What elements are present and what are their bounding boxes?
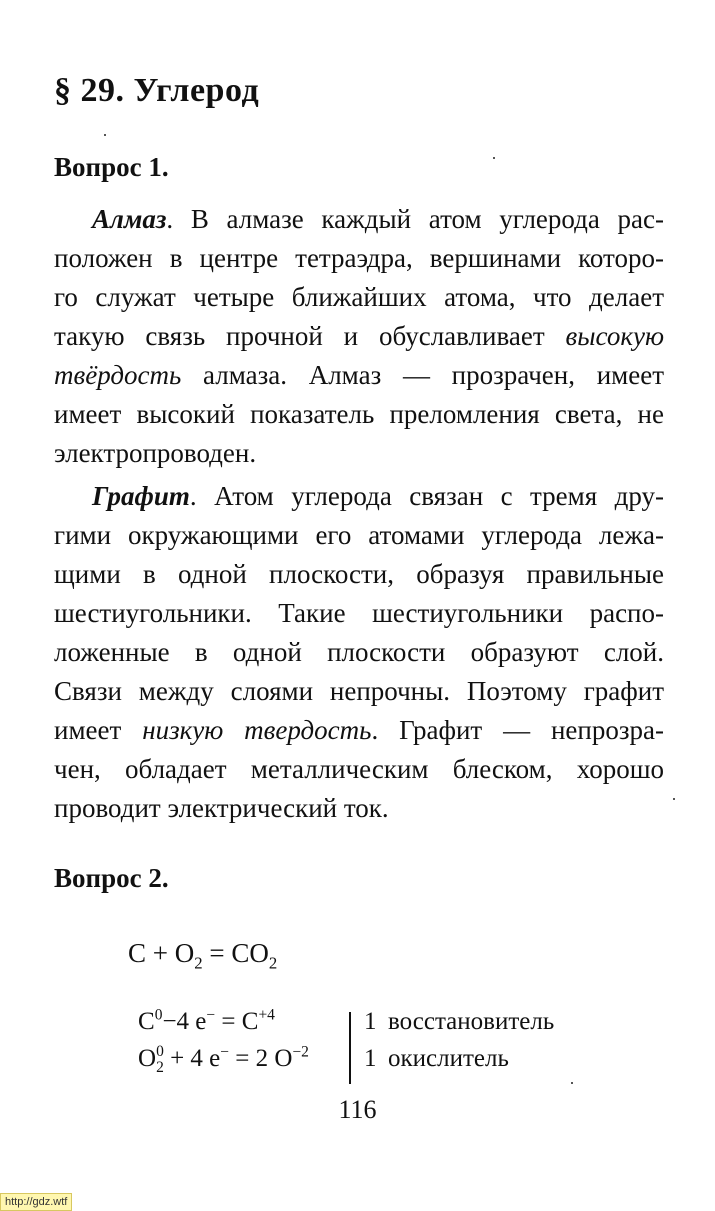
question-2-heading: Вопрос 2. <box>54 863 169 893</box>
graphite-line-4: шестиугольники. Такие шестиугольники распо- <box>54 598 664 628</box>
graphite-paragraph <box>54 477 664 828</box>
high-hardness-emphasis: высокую <box>565 321 664 351</box>
redox-row-reducer <box>138 1008 554 1044</box>
graphite-line-6: Связи между слоями непрочны. Поэтому графит <box>54 676 664 706</box>
graphite-line-5: ложенные в одной плоскости образуют слой. <box>54 637 664 667</box>
combustion-equation: $C + O_2 = CO_2$ <box>128 938 278 973</box>
graphite-line-3: щими в одной плоскости, образуя правильные <box>54 559 664 589</box>
oxidizer-coefficient: 1 <box>364 1045 377 1072</box>
scan-speck <box>571 1082 573 1084</box>
balance-divider-line <box>349 1012 351 1084</box>
question-1-heading: Вопрос 1. <box>54 152 169 182</box>
electron-balance <box>138 1008 554 1080</box>
graphite-term: Графит <box>92 481 190 511</box>
diamond-paragraph <box>54 200 664 473</box>
reducer-coefficient: 1 <box>364 1008 377 1035</box>
redox-row-oxidizer <box>138 1044 554 1080</box>
diamond-line-3: го служат четыре ближайших атома, что делает <box>54 282 664 312</box>
hardness-emphasis: твёрдость <box>54 360 182 390</box>
graphite-line-1: Графит. Атом углерода связан с тремя дру- <box>92 481 664 511</box>
watermark-link[interactable]: http://gdz.wtf <box>0 1193 72 1211</box>
oxidizer-label: окислитель <box>388 1045 509 1072</box>
diamond-line-2: положен в центре тетраэдра, вершинами которо- <box>54 243 664 273</box>
half-reaction-carbon: $C^0-4$ $e^- = C^{+4}$ <box>138 1006 275 1035</box>
diamond-line-4: такую связь прочной и обуславливает высокую <box>54 321 664 351</box>
graphite-line-2: гими окружающими его атомами углерода лежа- <box>54 520 664 550</box>
scan-speck <box>673 798 675 800</box>
half-reaction-oxygen: O 0 2 + 4 e− = 2 $O^{-2}$ <box>138 1043 309 1077</box>
reducer-label: восстановитель <box>388 1008 555 1035</box>
scan-speck <box>104 134 106 136</box>
low-hardness-emphasis: низкую твердость <box>142 715 372 745</box>
section-title: § 29. Углерод <box>54 72 260 109</box>
diamond-line-7: электропроводен. <box>54 438 257 468</box>
graphite-line-7: имеет низкую твердость. Графит — непрозра- <box>54 715 664 745</box>
graphite-line-8: чен, обладает металлическим блеском, хорошо <box>54 754 664 784</box>
graphite-line-9: проводит электрический ток. <box>54 793 389 823</box>
scan-speck <box>493 157 495 159</box>
diamond-line-6: имеет высокий показатель преломления света, не <box>54 399 664 429</box>
page-number: 116 <box>338 1095 377 1124</box>
diamond-line-1: Алмаз. В алмазе каждый атом углерода рас- <box>92 204 664 234</box>
diamond-line-5: твёрдость алмаза. Алмаз — прозрачен, имеет <box>54 360 664 390</box>
diamond-term: Алмаз <box>92 204 167 234</box>
